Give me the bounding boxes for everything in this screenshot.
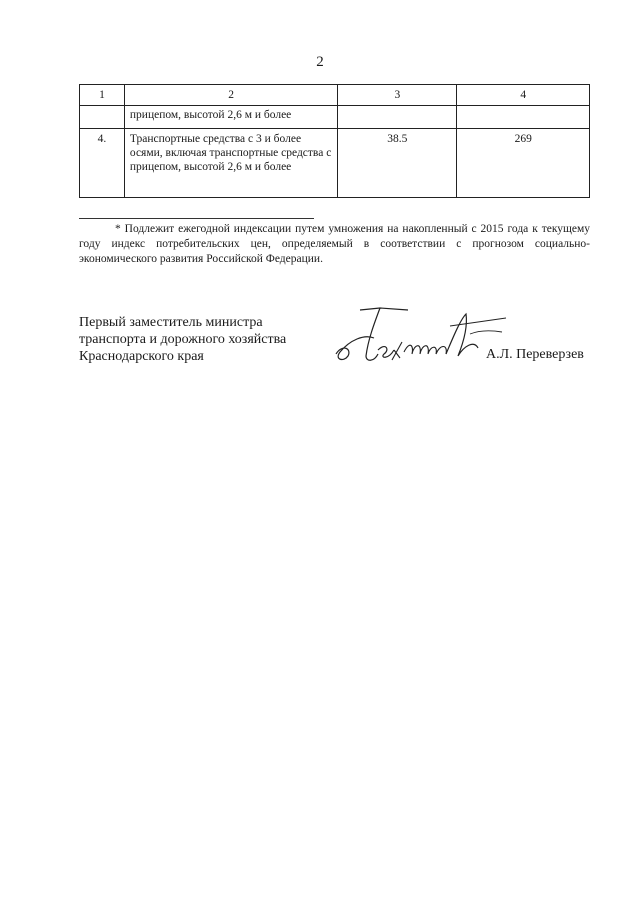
table-row — [80, 129, 590, 198]
signatory-position — [79, 314, 286, 365]
tariff-table — [79, 84, 590, 198]
signatory-position-line: Первый заместитель министра — [79, 315, 263, 330]
header-cell-3: 3 — [338, 85, 457, 106]
page-number: 2 — [316, 54, 324, 70]
signatory-position-line: Краснодарского края — [79, 349, 204, 364]
footnote-divider — [79, 218, 314, 219]
signatory-position-line: транспорта и дорожного хозяйства — [79, 332, 287, 347]
signatory-name: А.Л. Переверзев — [486, 347, 584, 362]
row-rate-cell — [457, 106, 590, 129]
header-cell-2: 2 — [124, 85, 337, 106]
row-value-cell: 38.5 — [338, 129, 457, 198]
table-header-row — [80, 85, 590, 106]
row-number-cell: 4. — [80, 129, 125, 198]
row-description-cell: прицепом, высотой 2,6 м и более — [124, 106, 337, 129]
handwritten-signature-icon — [330, 304, 510, 366]
row-number-cell — [80, 106, 125, 129]
row-rate-cell: 269 — [457, 129, 590, 198]
header-cell-4: 4 — [457, 85, 590, 106]
footnote-text: * Подлежит ежегодной индексации путем умножения на накопленный с 2015 года к текущему году индекс потребительских цен, определяемый в соответствии с прогнозом социально-экономического развития Российской Федерации. — [79, 223, 590, 265]
header-cell-1: 1 — [80, 85, 125, 106]
row-value-cell — [338, 106, 457, 129]
table-row — [80, 106, 590, 129]
row-description-cell: Транспортные средства с 3 и более осями, включая транспортные средства с прицепом, высотой 2,6 м и более — [124, 129, 337, 198]
